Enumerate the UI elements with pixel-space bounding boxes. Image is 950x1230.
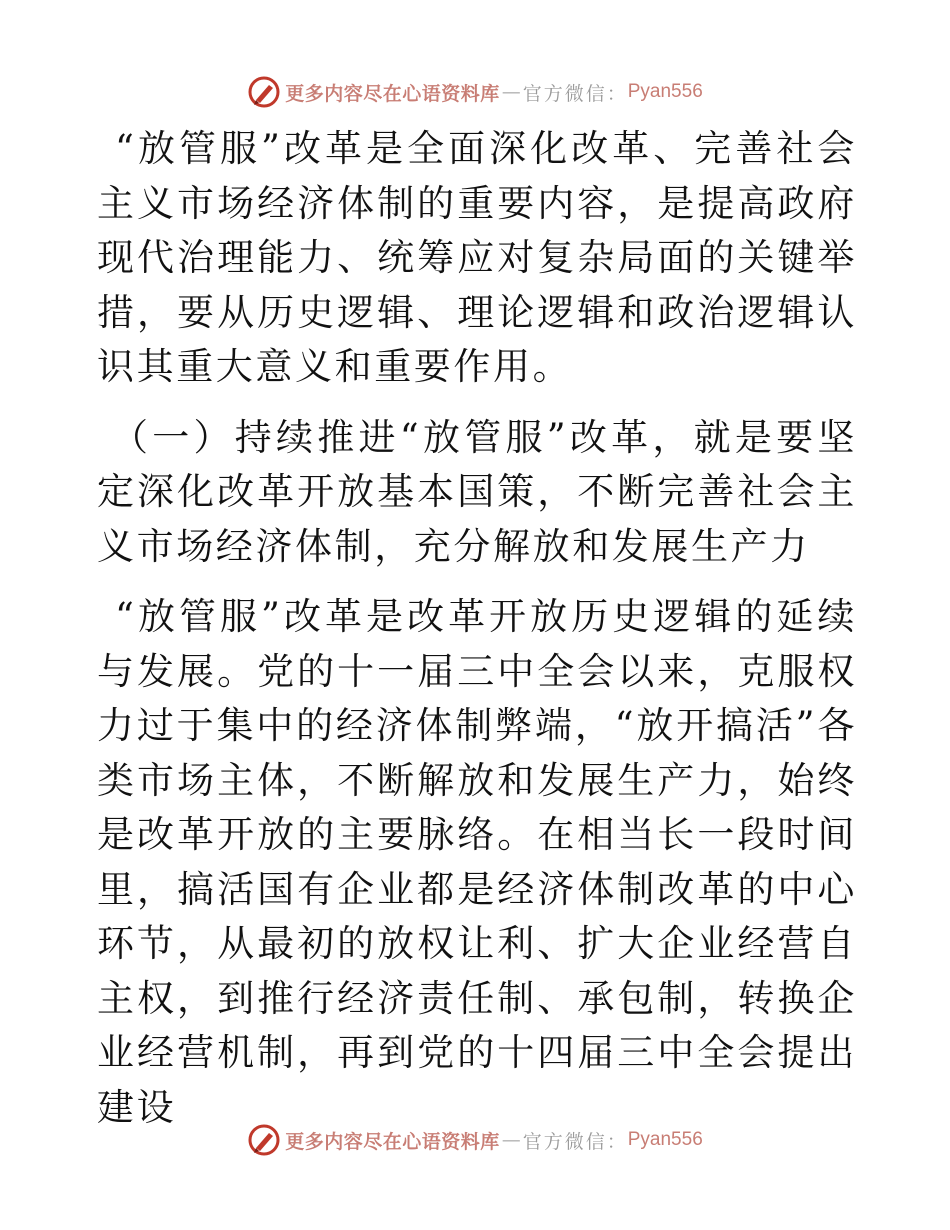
document-body: [97, 122, 857, 1151]
watermark-label: 官方微信：: [522, 1130, 628, 1153]
section-heading-1: （一）持续推进“放管服”改革，就是要坚定深化改革开放基本国策，不断完善社会主义市场经济体制，充分解放和发展生产力: [97, 415, 857, 568]
watermark-separator: —: [501, 81, 521, 103]
watermark-wechat-id: Pyan556: [627, 1129, 703, 1150]
paragraph-intro: “放管服”改革是全面深化改革、完善社会主义市场经济体制的重要内容，是提高政府现代治理能力、统筹应对复杂局面的关键举措，要从历史逻辑、理论逻辑和政治逻辑认识其重大意义和重要作用。: [97, 127, 857, 388]
pen-logo-icon: [247, 75, 281, 109]
pen-logo-icon: [247, 1123, 281, 1157]
paragraph-body: “放管服”改革是改革开放历史逻辑的延续与发展。党的十一届三中全会以来，克服权力过于集中的经济体制弊端，“放开搞活”各类市场主体，不断解放和发展生产力，始终是改革开放的主要脉络。在相当长一段时间里，搞活国有企业都是经济体制改革的中心环节，从最初的放权让利、扩大企业经营自主权，到推行经济责任制、承包制，转换企业经营机制，再到党的十四届三中全会提出建设: [97, 595, 857, 1129]
watermark-label: 官方微信：: [522, 82, 628, 105]
watermark-text: 更多内容尽在心语资料库: [285, 82, 500, 105]
watermark-text: 更多内容尽在心语资料库: [285, 1130, 500, 1153]
watermark-wechat-id: Pyan556: [627, 81, 703, 102]
footer-watermark: [0, 1120, 950, 1160]
header-watermark: [0, 72, 950, 112]
watermark-separator: —: [501, 1129, 521, 1151]
